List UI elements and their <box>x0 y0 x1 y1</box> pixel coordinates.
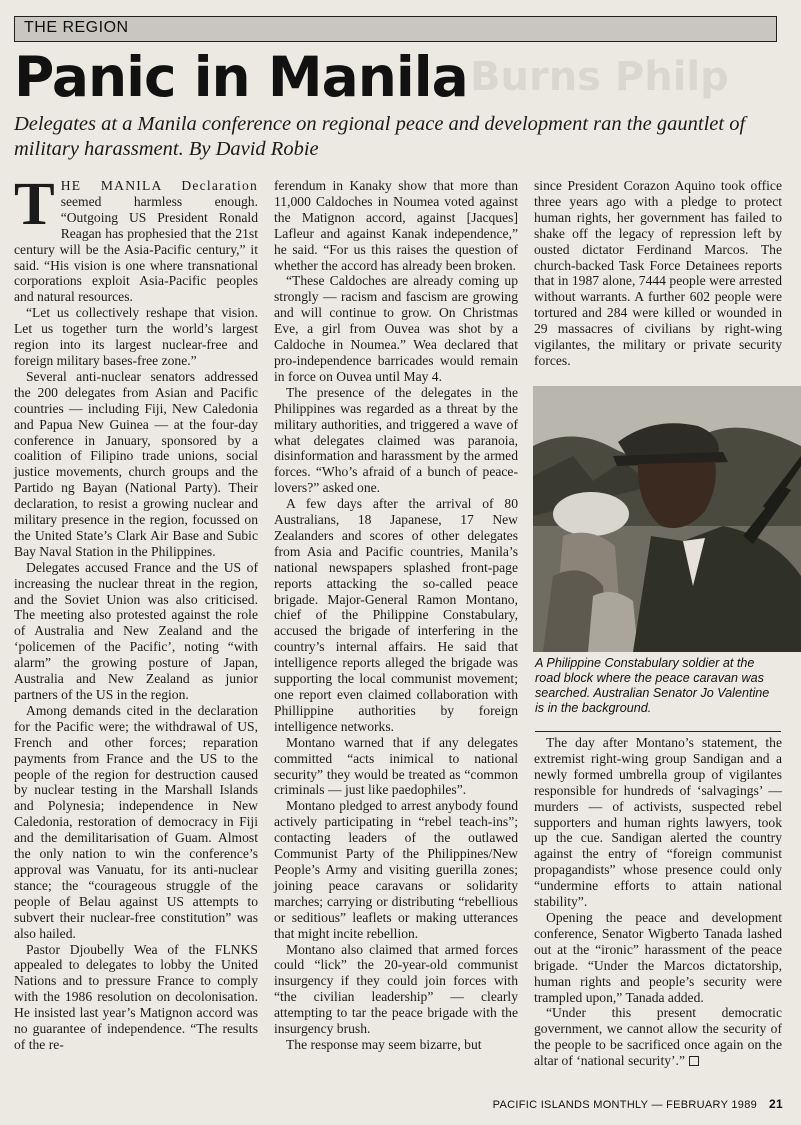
paragraph: Opening the peace and development conference, Senator Wigberto Tanada lashed out at the “ironic” harassment of the peace brigade. “Under the Marcos dictatorship, human rights and people’s security were trampled upon,” Tanada added. <box>534 909 782 1005</box>
paragraph: Pastor Djoubelly Wea of the FLNKS appealed to delegates to lobby the United Nations and to pressure France to comply with the 1986 resolution on decolonisation. He insisted last year’s Matignon accord was no guarantee of independence. “The results of the re- <box>14 941 258 1052</box>
photo-soldier <box>533 386 801 652</box>
paragraph: The response may seem bizarre, but <box>286 1036 482 1052</box>
page-footer <box>493 1097 783 1111</box>
paragraph: A few days after the arrival of 80 Australians, 18 Japanese, 17 New Zealanders and scores of other delegates from Asia and Pacific countries, Manila’s national newspapers splashed front-page reports attacking the so-called peace brigade. Major-General Ramon Montano, chief of the Philippine Constabulary, accused the brigade of interfering in the country’s internal affairs. He said that intelligence reports alleged the brigade was supporting the local communist movement; one report even claimed collaboration with Phillippine authorities by foreign intelligence networks. <box>274 496 518 734</box>
end-of-article-square-icon <box>689 1056 699 1066</box>
paragraph: Montano pledged to arrest anybody found actively participating in “rebel teach-ins”; contacting leaders of the outlawed Communist Party of the Philippines/New People’s Army and visiting guerilla zones; joining peace caravans or solidarity marches; carrying or distributing “rebellious or seditious” leaflets or making utterances that might incite rebellion. <box>274 798 518 941</box>
paragraph-continued: ferendum in Kanaky show that more than 11,000 Caldoches in Noumea voted against the Matignon accord, against [Jacques] Lafleur and against Kanak independence,” he said. “For us this raises the question of whether the accord has already been broken. <box>274 178 518 273</box>
article-column-1 <box>14 171 258 1053</box>
paragraph: Several anti-nuclear senators addressed the 200 delegates from Asian and Pacific countries — including Fiji, New Caledonia and Papua New Guinea — at the four-day conference in January, sponsored by a coalition of Filipino trade unions, social justice movements, church groups and the Partido ng Bayan (National Party). Their declaration, to resist a growing nuclear and military presence in the region, focussed on the United State’s Clark Air Base and Subic Bay Naval Station in the Philippines. <box>14 368 258 559</box>
paragraph: Delegates accused France and the US of increasing the nuclear threat in the region, and the Soviet Union was also criticised. The meeting also protested against the role of Australia and New Zealand and the ‘policemen of the Pacific’, noting “with alarm” the growing posture of Japan, Australia and New Zealand as junior partners of the US in the region. <box>14 559 258 702</box>
paragraph: The presence of the delegates in the Philippines was regarded as a threat by the military authorities, and triggered a wave of what delegates claimed was paranoia, disinformation and harassment by the armed forces. “Who’s afraid of a bunch of peace-lovers?” asked one. <box>274 384 518 496</box>
paragraph: “Let us collectively reshape that vision. Let us together turn the world’s largest region into its largest nuclear-free and foreign military bases-free zone.” <box>14 305 258 368</box>
paragraph: Montano also claimed that armed forces could “lick” the 20-year-old communist insurgency if they could join forces with “the civilian leadership” — clearly attempting to tar the peace brigade with the insurgency brush. <box>274 941 518 1037</box>
lead-caps: HE MANILA Declaration <box>60 178 258 193</box>
standfirst: Delegates at a Manila conference on regional peace and development ran the gauntlet of military harassment. By David Robie <box>14 113 746 160</box>
caption-rule <box>535 731 781 732</box>
paragraph: Montano warned that if any delegates committed “acts inimical to national security” they would be treated as “common criminals — just like paedophiles”. <box>274 734 518 798</box>
article-column-3 <box>534 178 782 369</box>
paragraph: “These Caldoches are already coming up strongly — racism and fascism are growing and will continue to grow. On Christmas Eve, a girl from Ouvea was shot by a Caldoche in Noumea.” Wea declared that pro-independence barricades would remain in force on Ouvea until May 4. <box>274 273 518 384</box>
section-bar <box>14 16 777 42</box>
page-number: 21 <box>769 1097 783 1111</box>
lead-text: seemed harmless enough. “Outgoing US President Ronald Reagan has prophesied that the 21st century will be the Asia-Pacific century,” it said. “His vision is one where transnational corporations exploit Asia-Pacific peoples and natural resources. <box>14 193 258 305</box>
paragraph: Among demands cited in the declaration for the Pacific were; the withdrawal of US, French and other forces; reparation payments from France and the US to the people of the region for destruction caused by nuclear testing in the Marshall Islands and Polynesia; independence in New Caledonia, restoration of democracy in Fiji and the demilitarisation of Guam. Almost the only nation to win the conference’s approval was Vanuatu, for its anti-nuclear stance; the “courageous struggle of the people of Belau against US attempts to subvert their nuclear-free constitution” was also hailed. <box>14 702 258 941</box>
soldier-photo-illustration <box>533 386 801 652</box>
article-column-2 <box>274 178 518 1053</box>
headline: Panic in Manila <box>14 45 468 109</box>
final-text: “Under this present democratic government, we cannot allow the security of the people to be sacrificed once again on the altar of ‘national security’.” <box>534 1005 782 1069</box>
paragraph: The day after Montano’s statement, the extremist right-wing group Sandigan and a newly formed umbrella group of vigilantes responsible for hundreds of ‘salvagings’ — murders — of activists, suspected rebel supporters and human rights lawyers, took up the cue. Sandigan alerted the country against the entry of “foreign communist propagandists” whose presence could only “undermine efforts to attain national stability”. <box>534 735 782 910</box>
lead-paragraph <box>14 171 258 305</box>
photo-caption: A Philippine Constabulary soldier at the road block where the peace caravan was searched. Australian Senator Jo Valentine is in the background. <box>535 656 770 715</box>
section-label: THE REGION <box>24 19 129 36</box>
publication-footer: PACIFIC ISLANDS MONTHLY — FEBRUARY 1989 <box>492 1099 758 1111</box>
paragraph-continued: since President Corazon Aquino took office three years ago with a pledge to protect human rights, her government has failed to shake off the legacy of repression left by ousted dictator Ferdinand Marcos. The church-backed Task Force Detainees reports that in 1987 alone, 7444 people were arrested without warrants. A further 602 people were tortured and 284 were killed or wounded in 29 massacres of civilians by right-wing vigilantes, the military or private security forces. <box>534 178 782 368</box>
drop-cap: T <box>14 171 55 238</box>
article-column-3-continued <box>534 735 782 1069</box>
paragraph-final <box>534 1005 782 1069</box>
bleed-through-text: Burns Philp <box>470 54 729 100</box>
